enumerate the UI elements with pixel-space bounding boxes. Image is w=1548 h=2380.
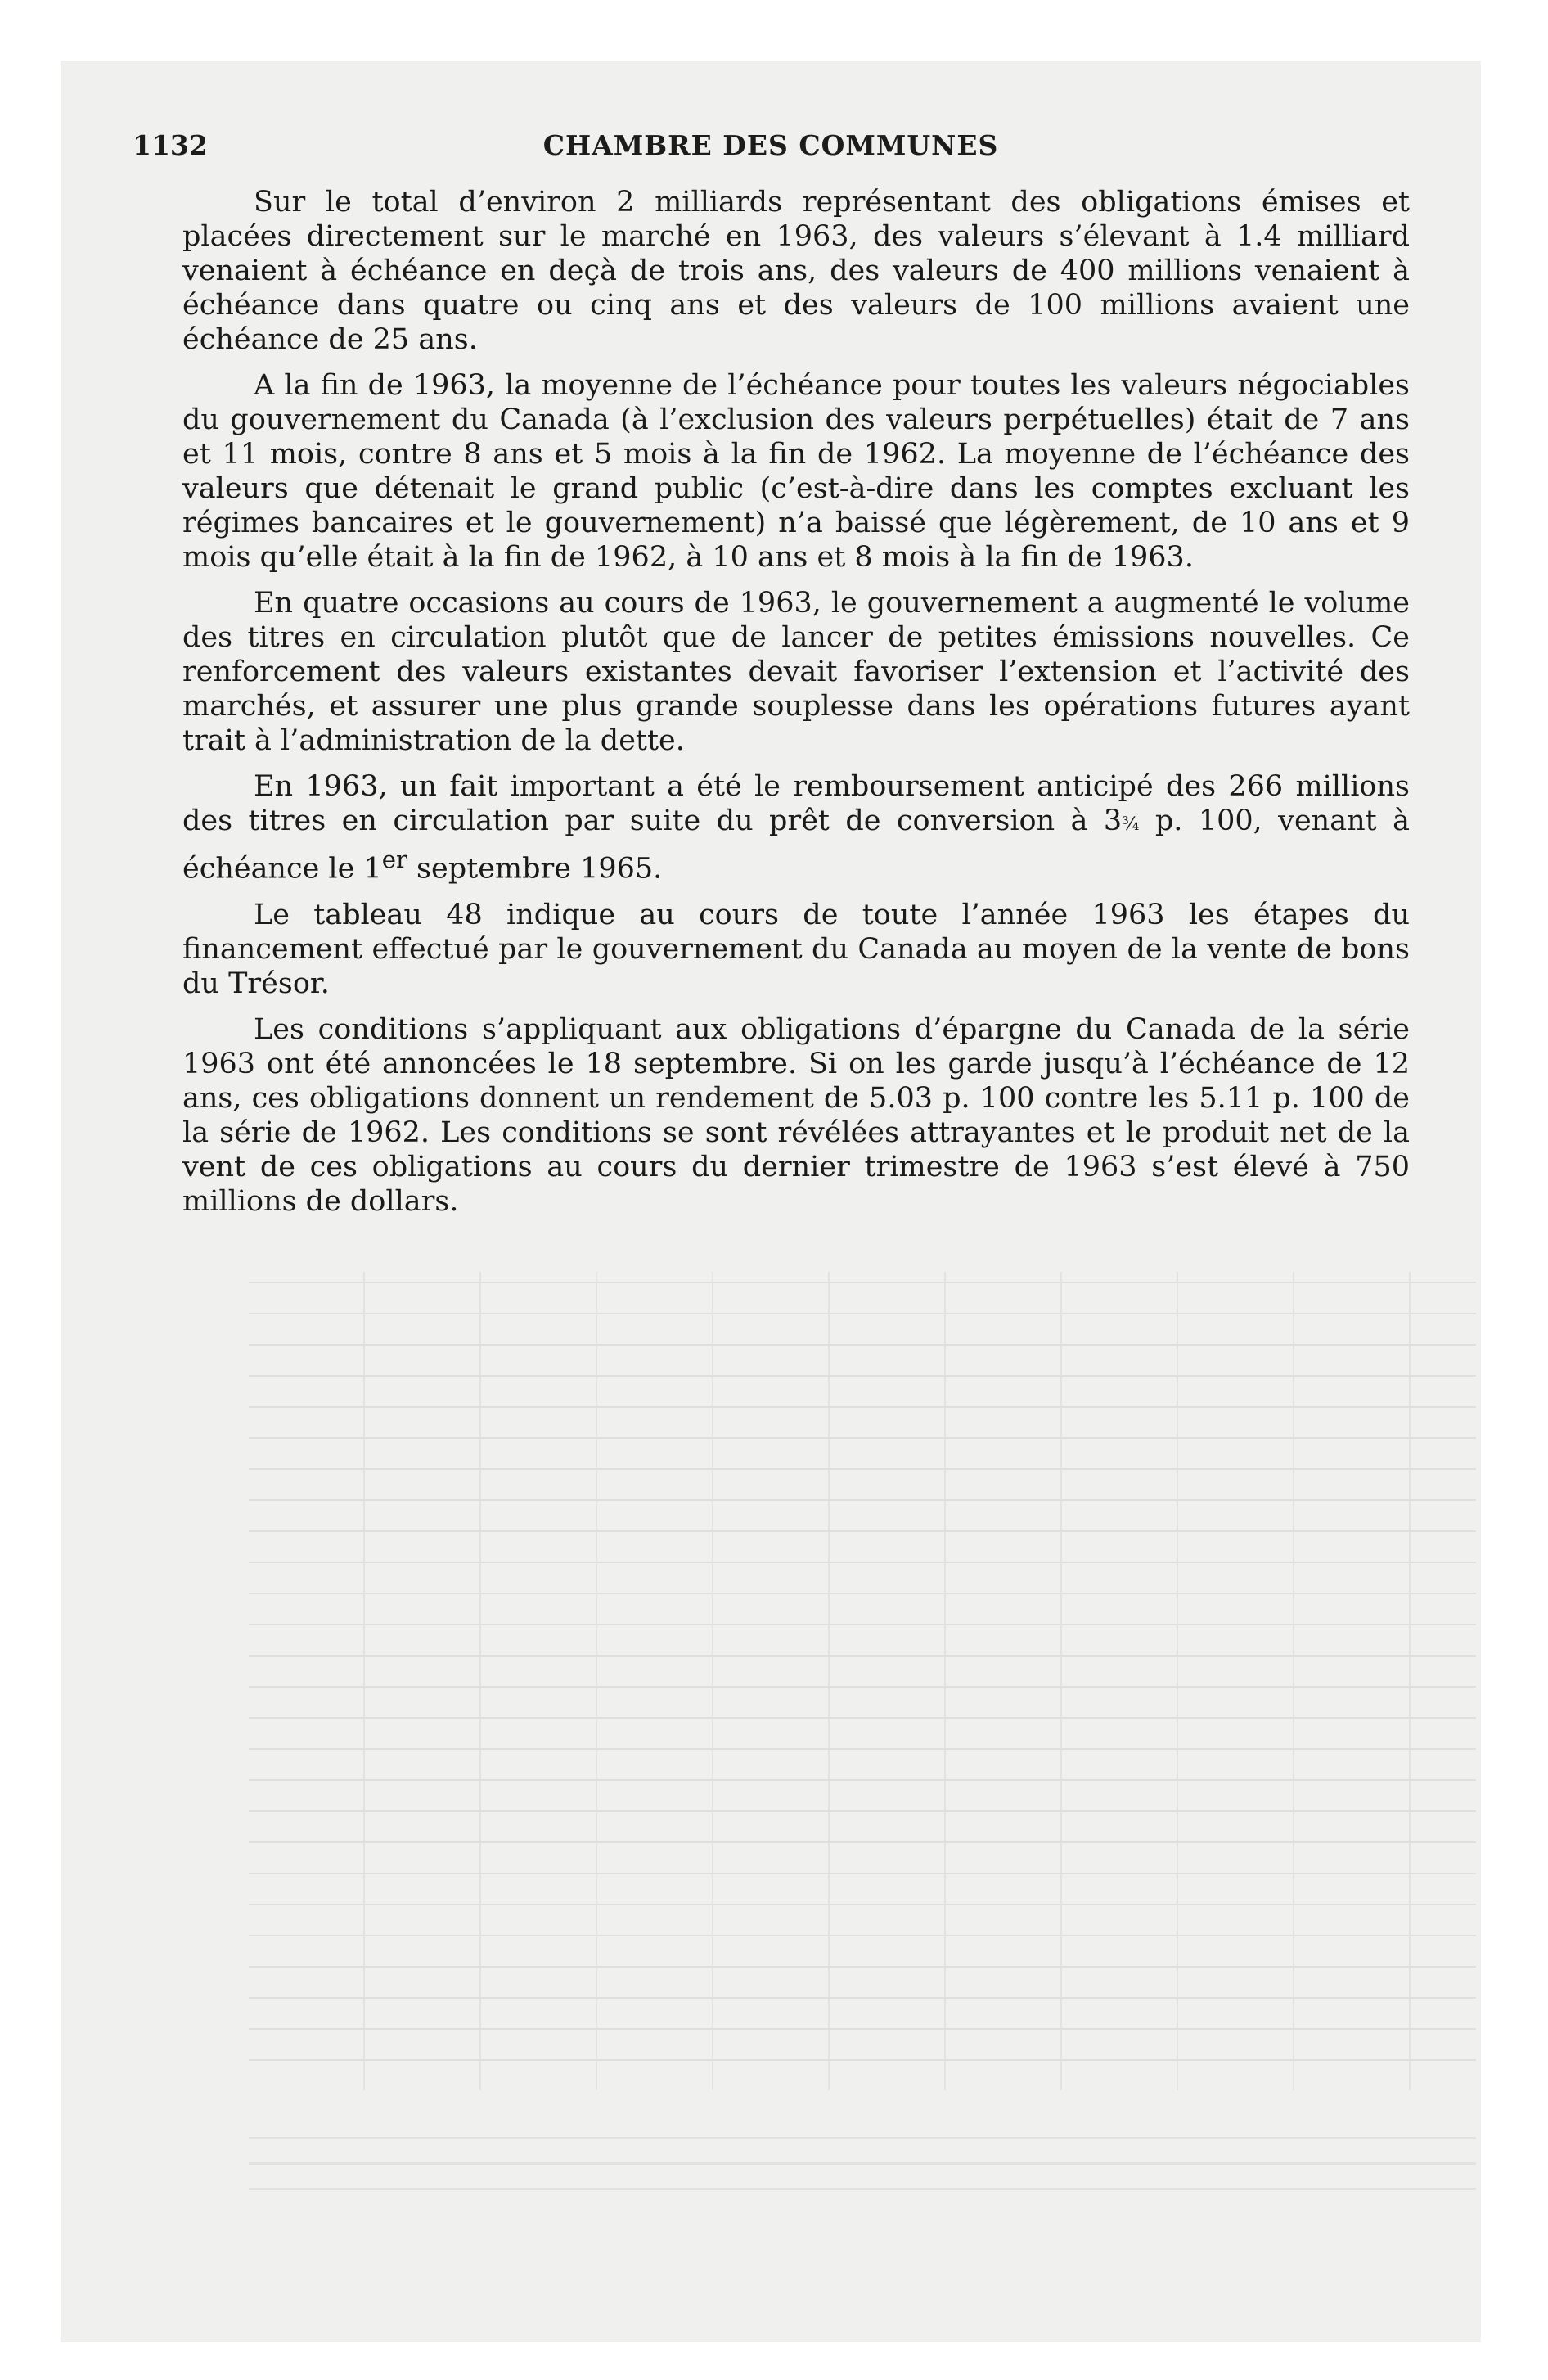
paragraph-savings-bonds: Les conditions s’appliquant aux obligations d’épargne du Canada de la série 1963 ont été annoncées le 18 septembre. Si on les garde jusqu’à l’échéance de 12 ans, ces obligations donnent un rendement de 5.03 p. 100 contre les 5.11 p. 100 de la série de 1962. Les conditions se sont révélées attrayantes et le produit net de la vent de ces obligations au cours du dernier trimestre de 1963 s’est élevé à 750 millions de dollars.: [182, 1012, 1410, 1218]
paragraph-average-maturity: A la fin de 1963, la moyenne de l’échéance pour toutes les valeurs négociables du gouvernement du Canada (à l’exclusion des valeurs perpétuelles) était de 7 ans et 11 mois, contre 8 ans et 5 mois à la fin de 1962. La moyenne de l’échéance des valeurs que détenait le grand public (c’est-à-dire dans les comptes excluant les régimes bancaires et le gouvernement) n’a baissé que légèrement, de 10 ans et 9 mois qu’elle était à la fin de 1962, à 10 ans et 8 mois à la fin de 1963.: [182, 369, 1410, 574]
paragraph-conversion-loan: [182, 769, 1410, 886]
running-title: CHAMBRE DES COMMUNES: [542, 129, 999, 161]
paragraph-reopened-issues: En quatre occasions au cours de 1963, le gouvernement a augmenté le volume des titres en circulation plutôt que de lancer de petites émissions nouvelles. Ce renforcement des valeurs existantes devait favoriser l’extension et l’activité des marchés, et assurer une plus grande souplesse dans les opérations futures ayant trait à l’administration de la dette.: [182, 587, 1410, 757]
conversion-text-2: p. 100, venant à échéance le 1: [182, 805, 1410, 886]
fraction: ¾: [1122, 814, 1140, 835]
conversion-text-1: En 1963, un fait important a été le remboursement anticipé des 266 millions des titres en circulation par suite du prêt de conversion à 3: [182, 770, 1410, 837]
paragraph-treasury-bills: Le tableau 48 indique au cours de toute l’année 1963 les étapes du financement effectué par le gouvernement du Canada au moyen de la vente de bons du Trésor.: [182, 898, 1410, 1000]
running-header: [133, 129, 1409, 170]
show-through-table: [249, 1272, 1476, 2090]
conversion-text-3: septembre 1965.: [407, 852, 663, 886]
paragraph-maturity-distribution: Sur le total d’environ 2 milliards représentant des obligations émises et placées directement sur le marché en 1963, des valeurs s’élevant à 1.4 milliard venaient à échéance en deçà de trois ans, des valeurs de 400 millions venaient à échéance dans quatre ou cinq ans et des valeurs de 100 millions avaient une échéance de 25 ans.: [182, 186, 1410, 356]
body-text: [182, 185, 1410, 1230]
page-number: 1132: [133, 129, 208, 161]
show-through-footnotes: [249, 2123, 1476, 2213]
superscript: er: [381, 845, 407, 873]
